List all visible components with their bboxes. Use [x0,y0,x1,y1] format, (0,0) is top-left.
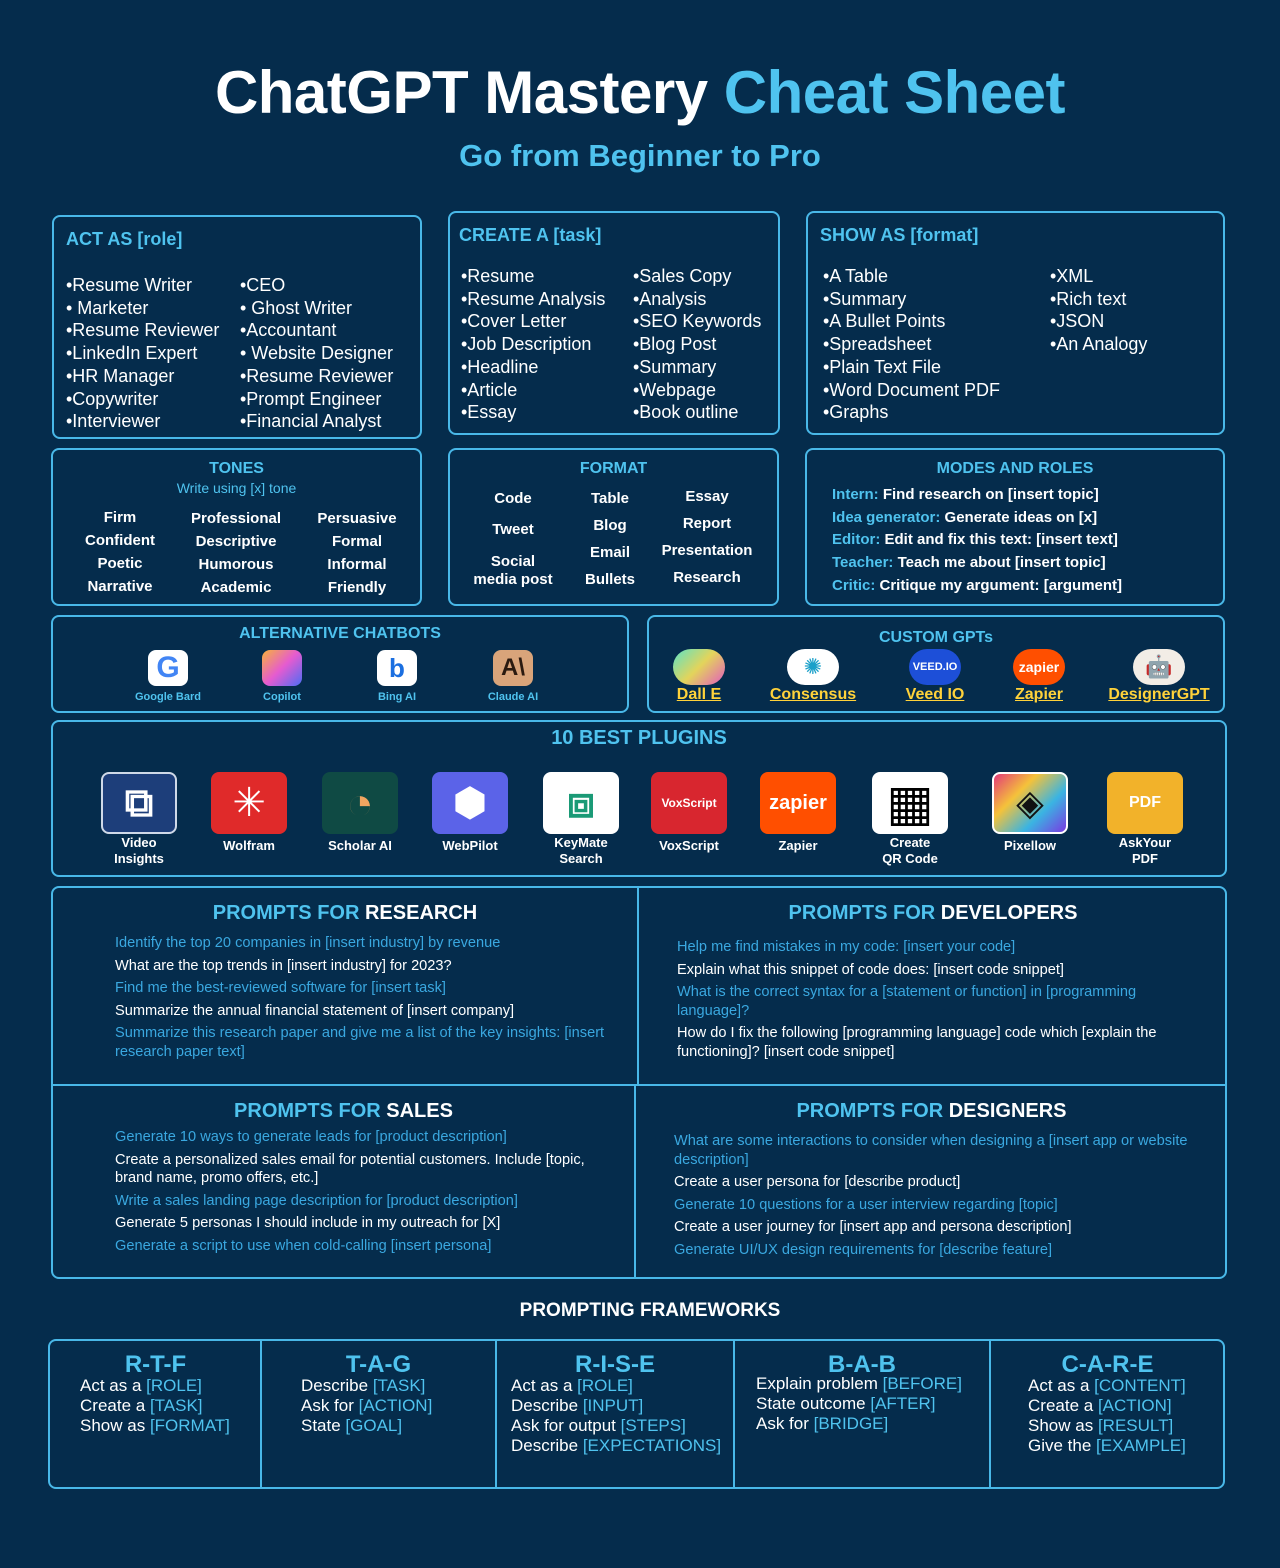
framework-line-text: State [301,1416,346,1435]
framework-line [511,1436,721,1456]
prompts-designers-list [674,1132,1199,1264]
prompts-sales-list [115,1128,605,1260]
format-word: Email [589,544,631,561]
framework-line-text: Ask for [301,1396,359,1415]
framework-line-text: Act as a [511,1376,578,1395]
list-item: • Ghost Writer [240,297,352,318]
prompts-research [53,888,637,1084]
framework-line [301,1416,432,1436]
list-item: • Website Designer [240,343,394,364]
list-item: •Copywriter [66,388,159,409]
list-item: •Cover Letter [461,311,567,332]
list-item: •Job Description [461,334,592,355]
prompt-item: Find me the best-reviewed software for [insert task] [115,980,446,997]
framework-line [511,1416,721,1436]
prompts-research-list [115,934,615,1066]
framework-line-var: [GOAL] [345,1416,403,1435]
list-item: •A Bullet Points [823,311,946,332]
mode-key: Critic: [832,576,876,594]
framework-line-var: [BRIDGE] [813,1414,889,1433]
list-item: •Spreadsheet [823,334,932,355]
framework-title: C-A-R-E [1061,1351,1154,1378]
list-item: •Analysis [633,288,707,309]
veed-icon: VEED.IO [909,649,961,685]
framework-line-var: [ACTION] [358,1396,433,1415]
list-item: •Resume Reviewer [240,365,394,386]
show-as-col-1 [823,265,1000,424]
custom-gpts-box [647,615,1225,713]
format-word: Code [494,490,532,507]
framework-line [80,1396,230,1416]
list-item: •An Analogy [1050,334,1148,355]
list-item: • Marketer [66,297,149,318]
framework-line-text: Act as a [80,1376,147,1395]
list-item: •A Table [823,266,889,286]
framework-line-var: [ROLE] [577,1376,633,1395]
mode-item [832,554,1106,571]
gpt-label: Veed IO [905,686,965,703]
mode-key: Teacher: [832,554,894,572]
list-item: •Plain Text File [823,356,942,377]
custom-gpts-heading: CUSTOM GPTs [878,629,994,646]
prompt-item: Summarize the annual financial statement of [insert company] [115,1002,515,1019]
prompt-item: What are the top trends in [insert industry] for 2023? [115,957,452,974]
prompt-item: Create a personalized sales email for potential customers. Include [topic, brand name, promo offers, etc.] [115,1151,585,1187]
list-item: •Graphs [823,402,889,423]
prompt-item: Generate 10 ways to generate leads for [product description] [115,1129,507,1145]
framework-line-var: [AFTER] [870,1394,936,1413]
framework-lines [80,1376,230,1436]
claude-icon: A\ [493,650,533,686]
title-main: ChatGPT Mastery [214,59,708,126]
framework-lines [301,1376,432,1436]
framework-title: R-T-F [124,1351,187,1378]
plugin-label: Scholar AI [328,838,392,853]
zapier-plugin-icon: zapier [760,772,836,834]
format-heading: FORMAT [579,460,648,477]
framework-line [511,1396,721,1416]
prompt-item: Identify the top 20 companies in [insert industry] by revenue [115,935,501,951]
video-insights-icon: ⧉ [101,772,177,834]
list-item: •Resume [461,266,535,286]
list-item: •Book outline [633,402,739,423]
framework-line-text: Show as [1028,1416,1098,1435]
pdf-icon: PDF [1107,772,1183,834]
framework-lines [756,1374,962,1434]
pixellow-icon: ◈ [992,772,1068,834]
list-item: •HR Manager [66,365,175,386]
framework-line-text: Describe [511,1396,583,1415]
prompt-item: Summarize this research paper and give me a list of the key insights: [insert research paper text] [115,1025,605,1060]
framework-lines [1028,1376,1186,1456]
framework-line-var: [INPUT] [582,1396,644,1415]
framework-line-var: [TASK] [149,1396,203,1415]
framework-line-text: Give the [1028,1436,1097,1455]
mode-item [832,509,1097,526]
framework-card [990,1341,1225,1487]
list-item: •Summary [823,288,907,309]
zapier-icon: zapier [1013,649,1065,685]
list-item: •Summary [633,356,717,377]
plugins-box [51,720,1227,877]
tone-word: Humorous [198,556,274,573]
plugin-label: Create QR Code [882,835,938,866]
prompt-item: How do I fix the following [programming language] code which [explain the functioning]? [insert code snippet] [677,1025,1157,1060]
gpt-label: Zapier [1014,686,1064,703]
prompts-developers-heading: PROMPTS FOR DEVELOPERS [788,902,1078,924]
prompt-item: Create a user journey for [insert app and persona description] [674,1219,1072,1236]
chatbot-label: Copilot [263,691,301,703]
act-as-heading: ACT AS [role] [66,229,183,249]
prompt-item: Generate 10 questions for a user interview regarding [topic] [674,1196,1058,1213]
dalle-icon [673,649,725,685]
framework-line-var: [TASK] [372,1376,426,1395]
plugin-label: WebPilot [442,838,498,853]
prompt-item: Create a user persona for [describe product] [674,1174,961,1191]
framework-line-var: [CONTENT] [1094,1376,1186,1395]
framework-line-text: Create a [80,1396,150,1415]
chatbot-label: Bing AI [377,691,417,703]
format-word: Bullets [584,571,636,588]
frameworks-box [48,1339,1225,1489]
act-as-col-2 [240,274,393,433]
list-item: •LinkedIn Expert [66,343,198,364]
framework-line-var: [BEFORE] [882,1374,962,1393]
tone-word: Formal [331,533,383,550]
show-as-heading: SHOW AS [format] [820,225,979,245]
tone-word: Descriptive [195,533,277,550]
mode-value: Generate ideas on [x] [940,508,1098,526]
show-as-col-2 [1050,265,1147,356]
prompts-box [51,886,1227,1279]
list-item: •Financial Analyst [240,411,382,432]
framework-line-var: [FORMAT] [149,1416,230,1435]
framework-line-var: [ACTION] [1097,1396,1172,1415]
framework-line-var: [EXPECTATIONS] [582,1436,722,1455]
tone-word: Academic [200,579,272,596]
framework-lines [511,1376,721,1456]
framework-line-text: Ask for [756,1414,814,1433]
mode-value: Critique my argument: [argument] [875,576,1123,594]
plugin-label: KeyMate Search [554,835,608,866]
framework-line-text: Act as a [1028,1376,1095,1395]
alt-chatbots-box [51,615,629,713]
format-word: Blog [593,517,627,534]
mode-value: Edit and fix this text: [insert text] [880,531,1118,549]
format-word: Report [682,515,732,532]
tone-word: Professional [190,510,282,527]
list-item: •Webpage [633,379,717,400]
plugin-label: Wolfram [223,838,275,853]
prompt-item: Help me find mistakes in my code: [insert your code] [677,939,1016,955]
list-item: •Blog Post [633,334,717,355]
framework-line [80,1376,230,1396]
framework-line-text: Show as [80,1416,150,1435]
list-item: •Headline [461,356,539,377]
plugin-label: Zapier [778,838,818,853]
chatbot-label: Claude AI [487,691,539,703]
create-a-col-2 [633,265,761,424]
gpt-label: DesignerGPT [1108,686,1210,703]
prompt-item: What is the correct syntax for a [statement or function] in [programming language]? [677,984,1137,1019]
mode-value: Teach me about [insert topic] [893,554,1106,572]
framework-card [50,1341,261,1487]
gpt-label: Dall E [676,686,722,703]
act-as-col-1 [66,274,219,433]
format-word: Social media post [473,553,553,588]
prompts-research-heading: PROMPTS FOR RESEARCH [212,902,478,924]
prompt-item: What are some interactions to consider when designing a [insert app or website description] [674,1133,1188,1168]
google-icon: G [148,650,188,686]
create-a-box [448,211,780,435]
prompts-designers-heading: PROMPTS FOR DESIGNERS [796,1100,1067,1122]
framework-line-text: Describe [511,1436,583,1455]
list-item: •JSON [1050,311,1105,332]
prompts-sales [53,1086,634,1279]
framework-line-text: State outcome [756,1394,871,1413]
framework-line [756,1374,962,1394]
gpt-label: Consensus [769,686,857,703]
framework-line [301,1376,432,1396]
framework-line-text: Describe [301,1376,373,1395]
robot-icon: 🤖 [1133,649,1185,685]
prompt-item: Generate UI/UX design requirements for [describe feature] [674,1241,1053,1258]
framework-line-var: [EXAMPLE] [1096,1436,1186,1455]
prompts-developers-list [677,938,1197,1066]
page-subtitle: Go from Beginner to Pro [459,138,821,173]
framework-line [756,1394,962,1414]
frameworks-heading: PROMPTING FRAMEWORKS [519,1300,781,1321]
mode-item [832,577,1122,594]
tones-box [51,448,422,606]
wolfram-icon: ✳ [211,772,287,834]
page-title [0,58,1280,127]
framework-line [1028,1376,1186,1396]
framework-line-text: Explain problem [756,1374,883,1393]
list-item: •CEO [240,275,286,295]
format-word: Essay [685,488,729,505]
format-word: Tweet [492,521,534,538]
prompt-item: Generate 5 personas I should include in my outreach for [X] [115,1215,501,1232]
framework-line [1028,1416,1186,1436]
framework-card [734,1341,990,1487]
mode-key: Editor: [832,531,881,549]
mode-key: Idea generator: [832,508,941,526]
list-item: •Resume Analysis [461,288,606,309]
format-word: Table [590,490,630,507]
copilot-icon [262,650,302,686]
list-item: •Word Document PDF [823,379,1001,400]
mode-item [832,531,1118,548]
tones-heading: TONES [209,460,264,477]
alt-chatbots-heading: ALTERNATIVE CHATBOTS [239,625,441,642]
plugin-label: Video Insights [114,835,164,866]
framework-line [1028,1436,1186,1456]
framework-line-text: Ask for output [511,1416,621,1435]
mode-item [832,486,1099,503]
create-a-col-1 [461,265,605,424]
list-item: •XML [1050,266,1094,286]
tone-word: Persuasive [317,510,397,527]
prompt-item: Generate a script to use when cold-calling [insert persona] [115,1237,492,1254]
plugin-label: Pixellow [1003,838,1057,853]
tone-word: Informal [327,556,387,573]
format-word: Research [673,569,741,586]
list-item: •Accountant [240,320,337,341]
modes-box [805,448,1225,606]
webpilot-icon: ⬢ [432,772,508,834]
mode-key: Intern: [832,486,879,503]
keymate-icon: ⧈ [543,772,619,834]
framework-card [496,1341,734,1487]
format-box [448,448,779,606]
tone-word: Friendly [327,579,387,596]
framework-line-var: [ROLE] [146,1376,202,1395]
framework-line [1028,1396,1186,1416]
list-item: •Sales Copy [633,266,732,286]
list-item: •Prompt Engineer [240,388,382,409]
list-item: •SEO Keywords [633,311,762,332]
plugin-label: VoxScript [659,838,719,853]
qr-code-icon: ▦ [872,772,948,834]
tone-word: Firm [103,509,137,526]
create-a-heading: CREATE A [task] [459,225,602,245]
prompts-sales-heading: PROMPTS FOR SALES [234,1100,453,1122]
prompt-item: Explain what this snippet of code does: [insert code snippet] [677,961,1064,978]
show-as-box [806,211,1225,435]
consensus-icon: ✺ [787,649,839,685]
prompts-designers [636,1086,1227,1279]
tone-word: Narrative [87,578,153,595]
list-item: •Resume Writer [66,275,192,295]
framework-line [301,1396,432,1416]
chatbot-label: Google Bard [134,691,202,703]
format-word: Presentation [661,542,753,559]
list-item: •Article [461,379,518,400]
framework-line-text: Create a [1028,1396,1098,1415]
list-item: •Interviewer [66,411,161,432]
title-accent: Cheat Sheet [723,59,1066,126]
tone-word: Poetic [97,555,143,572]
act-as-box [52,215,422,439]
list-item: •Essay [461,402,517,423]
tones-subheading: Write using [x] tone [176,480,297,496]
voxscript-icon: VoxScript [651,772,727,834]
framework-line [80,1416,230,1436]
plugins-heading: 10 BEST PLUGINS [551,727,727,749]
prompts-developers [639,888,1227,1084]
mode-value: Find research on [insert topic] [878,486,1099,503]
prompt-item: Write a sales landing page description for [product description] [115,1192,518,1209]
list-item: •Rich text [1050,288,1127,309]
framework-card [261,1341,496,1487]
list-item: •Resume Reviewer [66,320,220,341]
framework-title: B-A-B [828,1351,896,1378]
scholar-icon: ◔ [322,772,398,834]
framework-title: R-I-S-E [575,1351,655,1378]
tone-word: Confident [85,532,155,549]
framework-line-var: [STEPS] [620,1416,686,1435]
bing-icon: b [377,650,417,686]
framework-title: T-A-G [345,1351,412,1378]
framework-line-var: [RESULT] [1097,1416,1174,1435]
modes-heading: MODES AND ROLES [936,460,1094,477]
framework-line [511,1376,721,1396]
framework-line [756,1414,962,1434]
plugin-label: AskYour PDF [1118,835,1172,866]
